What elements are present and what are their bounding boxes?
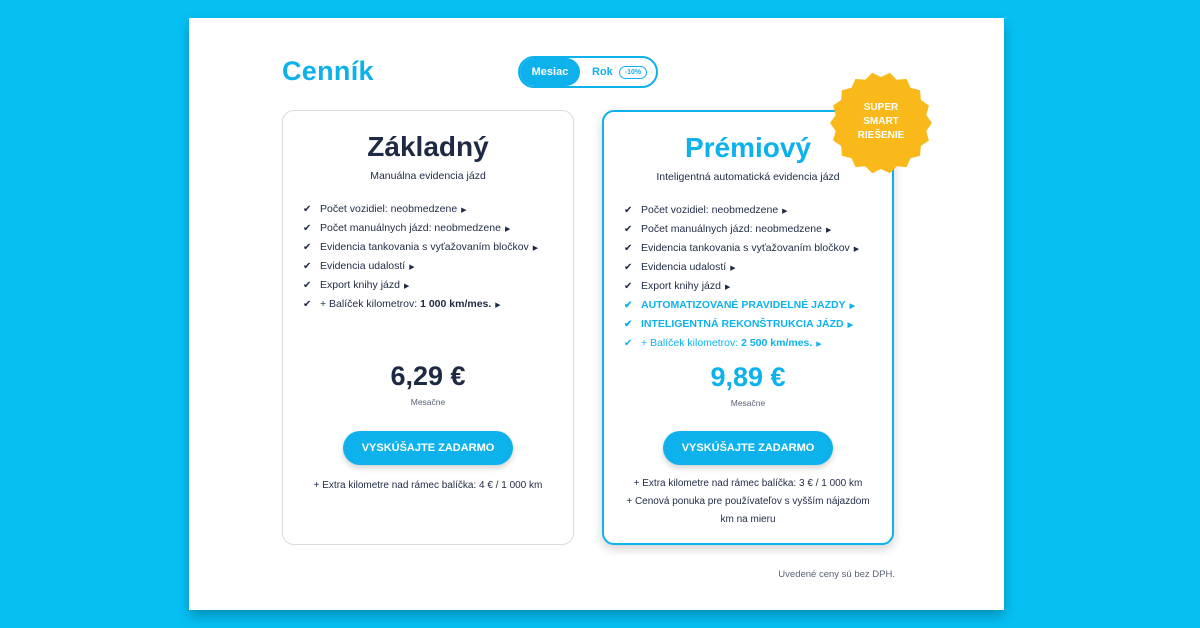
- feature-item[interactable]: [624, 239, 859, 258]
- try-free-button[interactable]: VYSKÚŠAJTE ZADARMO: [663, 431, 833, 465]
- caret-right-icon: ▶: [495, 302, 501, 309]
- caret-right-icon: ▶: [847, 322, 854, 329]
- extra-line: + Extra kilometre nad rámec balíčka: 4 € / 1 000 km: [313, 480, 543, 491]
- toggle-yearly[interactable]: [592, 58, 647, 86]
- caret-right-icon: ▶: [403, 283, 410, 290]
- caret-right-icon: ▶: [816, 341, 822, 348]
- feature-label: Evidencia udalostí: [320, 260, 406, 272]
- caret-right-icon: ▶: [853, 246, 860, 253]
- feature-item[interactable]: [303, 276, 538, 295]
- super-smart-badge: [829, 71, 933, 175]
- feature-item[interactable]: [624, 220, 859, 239]
- plan-name: Základný: [367, 131, 489, 162]
- feature-label: Evidencia tankovania s vyťažovaním bločkov: [320, 241, 529, 253]
- feature-item[interactable]: [624, 277, 859, 296]
- extra-info: [283, 477, 573, 495]
- km-prefix: + Balíček kilometrov:: [641, 337, 742, 349]
- caret-right-icon: ▶: [724, 284, 731, 291]
- caret-right-icon: ▶: [532, 245, 539, 252]
- caret-right-icon: ▶: [461, 207, 467, 214]
- billing-toggle[interactable]: [518, 56, 658, 88]
- badge-line: RIEŠENIE: [857, 130, 905, 141]
- feature-item[interactable]: [624, 258, 859, 277]
- check-icon: ✔: [303, 299, 312, 310]
- check-icon: ✔: [624, 262, 633, 273]
- price: 6,29 €: [390, 361, 466, 391]
- price-period: Mesačne: [410, 397, 446, 407]
- price: 9,89 €: [710, 362, 786, 392]
- feature-item-km[interactable]: [624, 334, 859, 353]
- feature-item[interactable]: [303, 257, 538, 276]
- km-value: 2 500 km/mes.: [741, 337, 813, 349]
- caret-right-icon: ▶: [782, 208, 788, 215]
- caret-right-icon: ▶: [504, 226, 511, 233]
- toggle-monthly[interactable]: Mesiac: [520, 58, 580, 86]
- badge-line: SMART: [863, 116, 899, 127]
- extra-info: [604, 475, 892, 529]
- check-icon: ✔: [303, 261, 312, 272]
- discount-badge: -10%: [619, 66, 647, 79]
- km-prefix: + Balíček kilometrov:: [320, 298, 421, 310]
- feature-label: AUTOMATIZOVANÉ PRAVIDELNÉ JAZDY: [641, 299, 846, 311]
- feature-label: Export knihy jázd: [641, 280, 721, 292]
- extra-line: + Extra kilometre nad rámec balíčka: 3 € / 1 000 km: [633, 478, 863, 489]
- km-value: 1 000 km/mes.: [420, 298, 492, 310]
- feature-item[interactable]: [624, 201, 859, 220]
- plan-subtitle: Inteligentná automatická evidencia jázd: [656, 171, 840, 183]
- feature-item-highlight[interactable]: [624, 296, 859, 315]
- check-icon: ✔: [624, 300, 633, 311]
- check-icon: ✔: [624, 205, 633, 216]
- feature-item-highlight[interactable]: [624, 315, 859, 334]
- caret-right-icon: ▶: [409, 264, 415, 271]
- check-icon: ✔: [624, 243, 633, 254]
- feature-item[interactable]: [303, 200, 538, 219]
- vat-note: Uvedené ceny sú bez DPH.: [778, 569, 895, 580]
- feature-label: Počet manuálnych jázd: neobmedzene: [320, 222, 501, 234]
- plan-subtitle: Manuálna evidencia jázd: [370, 170, 486, 182]
- badge-line: SUPER: [863, 102, 899, 113]
- check-icon: ✔: [624, 338, 633, 349]
- feature-item-km[interactable]: [303, 295, 538, 314]
- page-title: Cenník: [282, 56, 374, 86]
- feature-list: [303, 200, 538, 314]
- check-icon: ✔: [624, 319, 633, 330]
- check-icon: ✔: [303, 280, 312, 291]
- toggle-yearly-label: Rok: [592, 66, 613, 78]
- feature-label: Počet vozidiel: neobmedzene: [320, 203, 458, 215]
- feature-label: Počet manuálnych jázd: neobmedzene: [641, 223, 822, 235]
- caret-right-icon: ▶: [825, 227, 832, 234]
- caret-right-icon: ▶: [730, 265, 736, 272]
- check-icon: ✔: [303, 223, 312, 234]
- badge-text: [829, 101, 933, 143]
- check-icon: ✔: [303, 204, 312, 215]
- feature-label: INTELIGENTNÁ REKONŠTRUKCIA JÁZD: [641, 318, 844, 330]
- extra-line: km na mieru: [720, 514, 776, 525]
- check-icon: ✔: [303, 242, 312, 253]
- feature-item[interactable]: [303, 238, 538, 257]
- feature-label: Export knihy jázd: [320, 279, 400, 291]
- plan-card-basic: [282, 110, 574, 545]
- plan-name: Prémiový: [684, 132, 812, 163]
- price-period: Mesačne: [730, 398, 766, 408]
- caret-right-icon: ▶: [849, 303, 855, 310]
- feature-label: Evidencia udalostí: [641, 261, 727, 273]
- extra-line: + Cenová ponuka pre používateľov s vyšším nájazdom: [626, 496, 870, 507]
- feature-label: Evidencia tankovania s vyťažovaním bločkov: [641, 242, 850, 254]
- try-free-button[interactable]: VYSKÚŠAJTE ZADARMO: [343, 431, 513, 465]
- check-icon: ✔: [624, 224, 633, 235]
- feature-list: [624, 201, 859, 353]
- plan-card-premium: [602, 110, 894, 545]
- feature-label: Počet vozidiel: neobmedzene: [641, 204, 779, 216]
- check-icon: ✔: [624, 281, 633, 292]
- feature-item[interactable]: [303, 219, 538, 238]
